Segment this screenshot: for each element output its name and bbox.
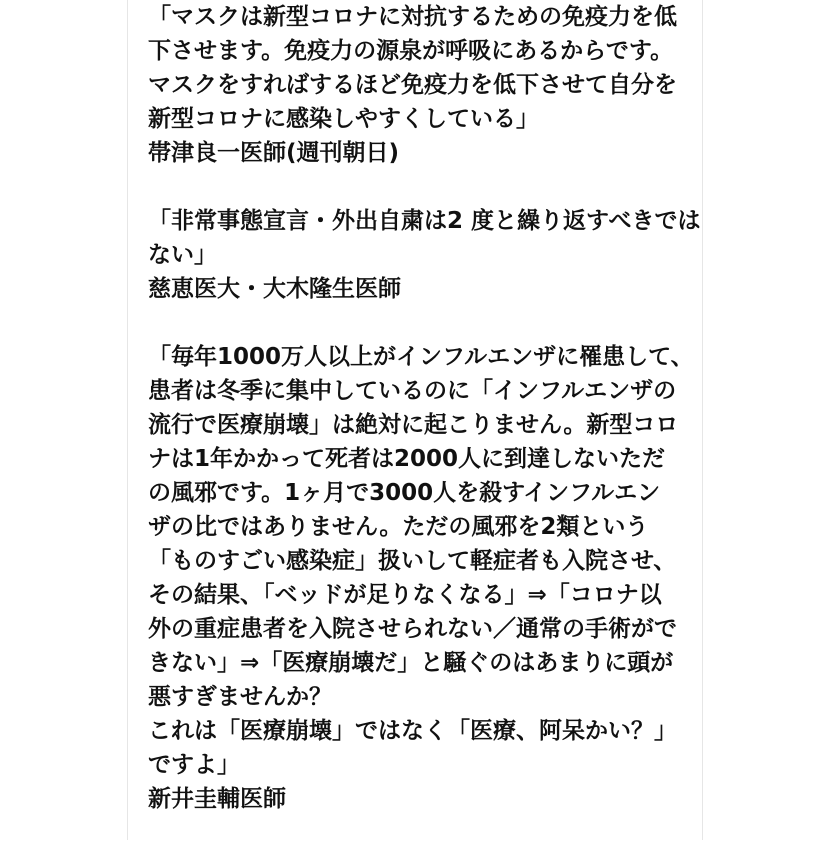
attribution-line: 新井圭輔医師 (148, 786, 286, 812)
text-line: その結果、「ベッドが足りなくなる」⇒「コロナ以 (148, 582, 662, 608)
text-line: これは「医療崩壊」ではなく「医療、阿呆かい？」 (148, 718, 677, 744)
text-line: 「毎年1000万人以上がインフルエンザに罹患して、 (148, 344, 694, 370)
text-line: 「マスクは新型コロナに対抗するための免疫力を低 (148, 4, 677, 30)
paragraph-gap (148, 170, 688, 204)
text-line: ない」 (148, 242, 217, 268)
text-line: ナは1年かかって死者は2000人に到達しないただ (148, 446, 666, 472)
text-line: の風邪です。1ヶ月で3000人を殺すインフルエン (148, 480, 661, 506)
post-content (148, 0, 701, 816)
text-line: 「非常事態宣言・外出自粛は2 度と繰り返すべきでは (148, 208, 701, 234)
text-line: マスクをすればするほど免疫力を低下させて自分を (148, 72, 677, 98)
text-line: ザの比ではありません。ただの風邪を2類という (148, 514, 649, 540)
quote-block-2 (148, 204, 701, 306)
text-line: 流行で医療崩壊」は絶対に起こりません。新型コロ (148, 412, 679, 438)
text-line: 患者は冬季に集中しているのに「インフルエンザの (148, 378, 677, 404)
text-line: 新型コロナに感染しやすくしている」 (148, 106, 539, 132)
text-line: 悪すぎませんか？ (148, 684, 332, 710)
attribution-line: 慈恵医大・大木隆生医師 (148, 276, 401, 302)
text-line: きない」⇒「医療崩壊だ」と騒ぐのはあまりに頭が (148, 650, 674, 676)
text-line: ですよ」 (148, 752, 240, 778)
text-line: 「ものすごい感染症」扱いして軽症者も入院させ、 (148, 548, 677, 574)
paragraph-gap (148, 306, 688, 340)
text-line: 外の重症患者を入院させられない／通常の手術がで (148, 616, 677, 642)
quote-block-3 (148, 340, 694, 816)
post-panel (127, 0, 703, 840)
attribution-line: 帯津良一医師(週刊朝日) (148, 140, 400, 166)
quote-block-1 (148, 0, 688, 170)
text-line: 下させます。免疫力の源泉が呼吸にあるからです。 (148, 38, 674, 64)
